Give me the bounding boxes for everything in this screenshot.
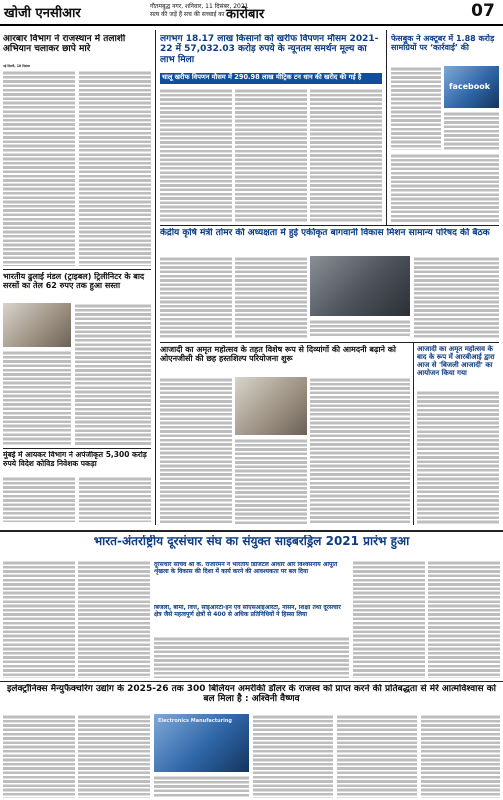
electronics-body-col4 (337, 714, 417, 798)
telecom-highlight-2: बिजली, बीमा, वित्त, सीईआरटी-इन एवं सीएसआईआरटी, नासेन, शिक्षा तथा दूरसंचार क्षेत्र जैसे महत्वपूर्ण क्षेत्रों से 400 से अधिक प्रतिनिधियों ने हिस्सा लिया (154, 605, 341, 618)
divider (160, 342, 499, 343)
official-portrait-photo (235, 377, 307, 435)
left-top-subhead: नई दिल्ली, 10 दिसंबर (3, 64, 31, 68)
telecom-body-col1 (3, 560, 75, 678)
center-top-body-col2 (235, 88, 307, 222)
left-mid-article-headline: भारतीय ढुलाई मंडल (ट्राइबल) ट्रिलीनिटर के बाद सरसों का तेल 62 रुपए तक हुआ सस्ता (3, 272, 145, 291)
telecom-body-col4 (428, 560, 500, 678)
right-top-article-headline: फेसबुक ने अक्टूबर में 1.88 करोड़ सामग्रियों पर ‘कार्रवाई’ की (391, 34, 495, 53)
center-top-body-col3 (310, 88, 382, 222)
column-rule (386, 30, 387, 226)
left-lower-body-col1 (3, 476, 75, 522)
column-rule (155, 30, 156, 525)
left-lower-article-headline: मुंबई में आयकर विभाग ने अपंजीकृत 5,300 करोड़ रुपये विदेश कोविड निवेशक पकड़ा (3, 451, 147, 468)
minister-photo-caption (154, 775, 249, 798)
left-top-article-headline (3, 34, 151, 62)
electronics-body-col1 (3, 714, 75, 798)
page-number: 07 (471, 1, 495, 21)
electronics-body-col5 (421, 714, 500, 798)
right-lower-body (417, 390, 499, 525)
divider (0, 681, 503, 682)
center-lower-body-col3 (310, 377, 410, 525)
electronics-article-headline: इलेक्ट्रॉनिक्स मैन्युफैक्चरिंग उद्योग के 2025-26 तक 300 बिलियन अमरीकी डॉलर के राजस्व को प्राप्त करने की प्रतिबद्धता से मेरे आत्मविश्वास को बल मिला है : अश्विनी वैष्णव (7, 684, 496, 705)
center-mid-body-col2 (235, 256, 307, 338)
center-top-article-headline: लगभग 18.17 लाख किसानों को खरीफ विपणन मौसम 2021-22 में 57,032.03 करोड़ रुपये के न्यूनतम समर्थन मूल्य का लाभ मिला (160, 34, 379, 65)
center-mid-body-col3 (414, 256, 499, 338)
headline: आरबार विभाग ने राजस्थान में तलाशी अभियान चलाकर छापे मारे (3, 34, 126, 55)
center-top-body-col1 (160, 88, 232, 222)
divider (160, 225, 499, 226)
electronics-body-col3 (253, 714, 333, 798)
left-mid-body-2 (3, 350, 71, 445)
right-top-body-col2 (444, 111, 499, 150)
left-top-body-col1 (3, 70, 75, 266)
facebook-logo-text: facebook (449, 82, 491, 91)
meeting-photo (310, 256, 410, 316)
left-lower-body-col2 (79, 476, 151, 522)
telecom-highlight: दूरसंचार सचिव श्री के. राजारमन ने भारतीय डिजिटल आधार और विश्वसनीय आपूर्ति शृंखला के विकास की दिशा में कार्य करने की आवश्यकता पर बल दिया (154, 562, 338, 575)
telecom-article-headline: भारत-अंतर्राष्ट्रीय दूरसंचार संघ का संयुक्त साइबरड्रिल 2021 प्रारंभ हुआ (93, 535, 410, 548)
column-rule (413, 342, 414, 525)
left-top-body-col2 (79, 70, 151, 266)
center-top-subhead-ribbon: चालू खरीफ विपणन मौसम में 290.98 लाख मीट्रिक टन धान की खरीद की गई है (160, 73, 382, 84)
center-lower-article-headline: आजादी का अमृत महोत्सव के तहत विशेष रूप से दिव्यांगों की आमदनी बढ़ाने को ओएनजीसी की छह हस्तशिल्प परियोजना शुरू (160, 345, 396, 364)
right-top-body-col3 (391, 153, 499, 223)
newspaper-brand: खोजी एनसीआर (4, 6, 81, 21)
masthead (0, 0, 503, 26)
dateline: गौतमबुद्ध नगर, शनिवार, 11 दिसंबर, 2021 (150, 3, 249, 10)
electronics-body-col2 (78, 714, 150, 798)
left-mid-body (75, 303, 151, 445)
divider (0, 530, 503, 532)
center-mid-article-headline: केंद्रीय कृषि मंत्री तोमर की अध्यक्षता में हुई एकीकृत बागवानी विकास मिशन सामान्य परिषद की बैठक (160, 228, 490, 238)
divider (3, 269, 151, 270)
minister-photo (154, 714, 249, 772)
right-lower-article-headline: आजादी का अमृत महोत्सव के बाद के रूप में आरबीआई द्वारा आज से 'बिजली आजादी' का आयोजन किया गया (417, 345, 495, 378)
telecom-body-center (154, 636, 349, 678)
facebook-photo (444, 66, 499, 108)
center-lower-body-col2 (235, 438, 307, 525)
divider (3, 448, 151, 449)
right-top-body-col1 (391, 66, 441, 150)
cooking-oil-photo (3, 303, 71, 347)
telecom-body-col2 (78, 560, 150, 678)
center-mid-body-col1 (160, 256, 232, 338)
photo-screen-text: Electronics Manufacturing (158, 718, 232, 724)
telecom-body-col3 (353, 560, 425, 678)
meeting-photo-caption (310, 319, 410, 338)
section-title: कारोबार (226, 7, 265, 22)
center-lower-body-col1 (160, 377, 232, 525)
tagline: सत्य की जड़ें हैं सच की सच्चाई का (150, 11, 225, 18)
